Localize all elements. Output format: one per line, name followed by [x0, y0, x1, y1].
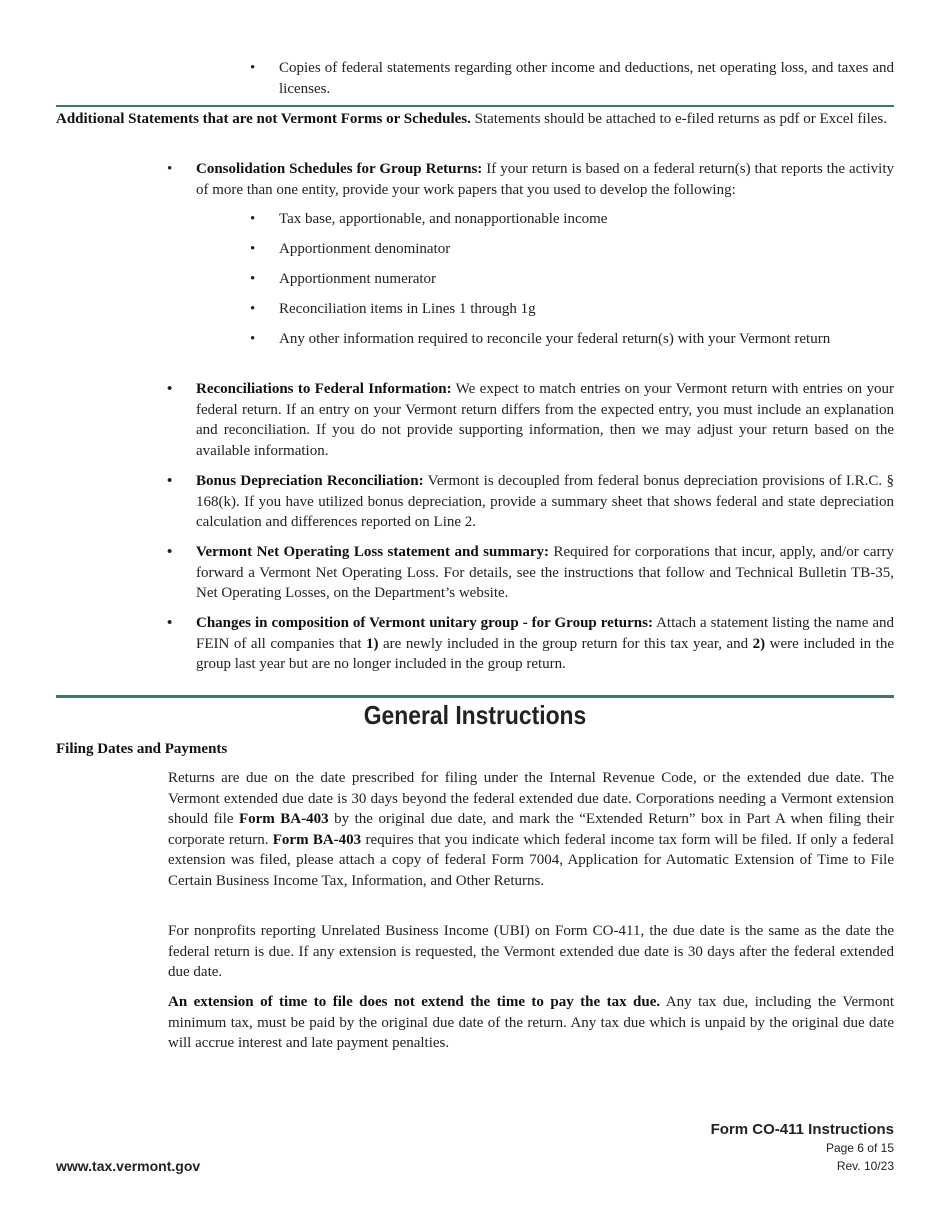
paragraph-text: by the original due date, and mark the “Extended Return” box in Part A when filing their corporate return.	[168, 811, 894, 848]
item-title: Consolidation Schedules for Group Returns:	[196, 161, 483, 177]
extension-paragraph	[168, 992, 894, 1054]
bullet-marker: •	[167, 473, 173, 489]
additional-statements-paragraph	[56, 109, 894, 130]
nonprofit-paragraph: For nonprofits reporting Unrelated Business Income (UBI) on Form CO-411, the due date is the same as the date the federal return is due. If any extension is requested, the Vermont extended due date is 30 days after the federal extended due date.	[168, 923, 894, 980]
reconciliations-item	[196, 379, 894, 461]
filing-dates-paragraph	[168, 768, 894, 891]
item-title: Vermont Net Operating Loss statement and summary:	[196, 544, 549, 560]
unitary-group-changes-item	[196, 613, 894, 675]
bullet-marker: •	[167, 161, 173, 177]
bonus-depreciation-item	[196, 471, 894, 533]
item-body: are newly included in the group return for this tax year, and	[378, 635, 753, 652]
bullet-marker: •	[250, 60, 256, 76]
item-body: If your return is based on a federal return(s) that reports the activity of more than one entity, provide your work papers that you used to develop the following:	[196, 161, 894, 198]
item-title: Changes in composition of Vermont unitary group - for Group returns:	[196, 615, 653, 631]
filing-dates-subheading: Filing Dates and Payments	[56, 741, 228, 757]
general-instructions-heading: General Instructions	[363, 700, 587, 730]
paragraph-text: Any tax due, including the Vermont minimum tax, must be paid by the original due date of the return. Any tax due which is unpaid by the original due date will accrue interest and late payment penalties.	[168, 994, 894, 1051]
item-number: 2)	[752, 635, 766, 652]
bullet-marker: •	[167, 615, 173, 631]
bullet-marker: •	[250, 241, 256, 257]
page-number: Page 6 of 15	[825, 1141, 894, 1155]
form-reference: Form BA-403	[272, 831, 362, 848]
item-title: Bonus Depreciation Reconciliation:	[196, 473, 424, 489]
consolidation-schedules-item	[196, 159, 894, 200]
extension-warning: An extension of time to file does not extend the time to pay the tax due.	[168, 994, 661, 1010]
indent-spacer	[56, 129, 168, 149]
sub-item: Apportionment numerator	[279, 271, 437, 287]
section-divider	[56, 695, 894, 698]
item-body: Attach a statement listing the name and FEIN of all companies that	[196, 615, 894, 652]
sub-item: Any other information required to reconcile your federal return(s) with your Vermont return	[279, 331, 831, 347]
item-body: Required for corporations that incur, apply, and/or carry forward a Vermont Net Operating Loss. For details, see the instructions that follow and Technical Bulletin TB-35, Net Operating Losses, on the Department’s website.	[196, 544, 894, 601]
bullet-marker: •	[250, 271, 256, 287]
item-title: Reconciliations to Federal Information:	[196, 381, 452, 397]
website-link[interactable]: www.tax.vermont.gov	[56, 1158, 201, 1174]
bullet-federal-statements: Copies of federal statements regarding other income and deductions, net operating loss, and taxes and licenses.	[279, 60, 894, 97]
revision-date: Rev. 10/23	[836, 1159, 894, 1173]
bullet-marker: •	[250, 331, 256, 347]
paragraph-text: requires that you indicate which federal income tax form will be filed. If only a federal extension was filed, please attach a copy of federal Form 7004, Application for Automatic Extension of Time to File Certain Business Income Tax, Information, and Other Returns.	[168, 831, 894, 889]
section-divider	[56, 105, 894, 107]
sub-item: Tax base, apportionable, and nonapportionable income	[279, 211, 608, 227]
net-operating-loss-item	[196, 542, 894, 604]
bullet-marker: •	[167, 544, 173, 560]
sub-item: Apportionment denominator	[279, 241, 451, 257]
bullet-marker: •	[167, 381, 173, 397]
bullet-marker: •	[250, 301, 256, 317]
form-title: Form CO-411 Instructions	[710, 1121, 894, 1138]
item-body: We expect to match entries on your Vermont return with entries on your federal return. If an entry on your Vermont return differs from the expected entry, you must include an explanation and reconciliation. If you do not provide supporting information, then we may adjust your return based on the available information.	[196, 381, 894, 459]
additional-statements-title: Additional Statements that are not Vermont Forms or Schedules.	[56, 111, 471, 127]
form-reference: Form BA-403	[238, 811, 329, 827]
item-body: Vermont is decoupled from federal bonus depreciation provisions of I.R.C. § 168(k). If you have utilized bonus depreciation, provide a summary sheet that shows federal and state depreciation calculation and differences reported on Line 2.	[196, 473, 894, 530]
sub-item: Reconciliation items in Lines 1 through 1g	[279, 301, 536, 317]
paragraph-text: Returns are due on the date prescribed for filing under the Internal Revenue Code, or the extended due date. The Vermont extended due date is 30 days beyond the federal extended due date. Corporations needing a Vermont extension should file	[168, 770, 894, 827]
item-body: were included in the group last year but are no longer included in the group return.	[196, 635, 894, 672]
item-number: 1)	[366, 635, 379, 652]
bullet-marker: •	[250, 211, 256, 227]
additional-statements-body: Statements should be attached to e-filed returns as pdf or Excel files.	[470, 111, 887, 127]
